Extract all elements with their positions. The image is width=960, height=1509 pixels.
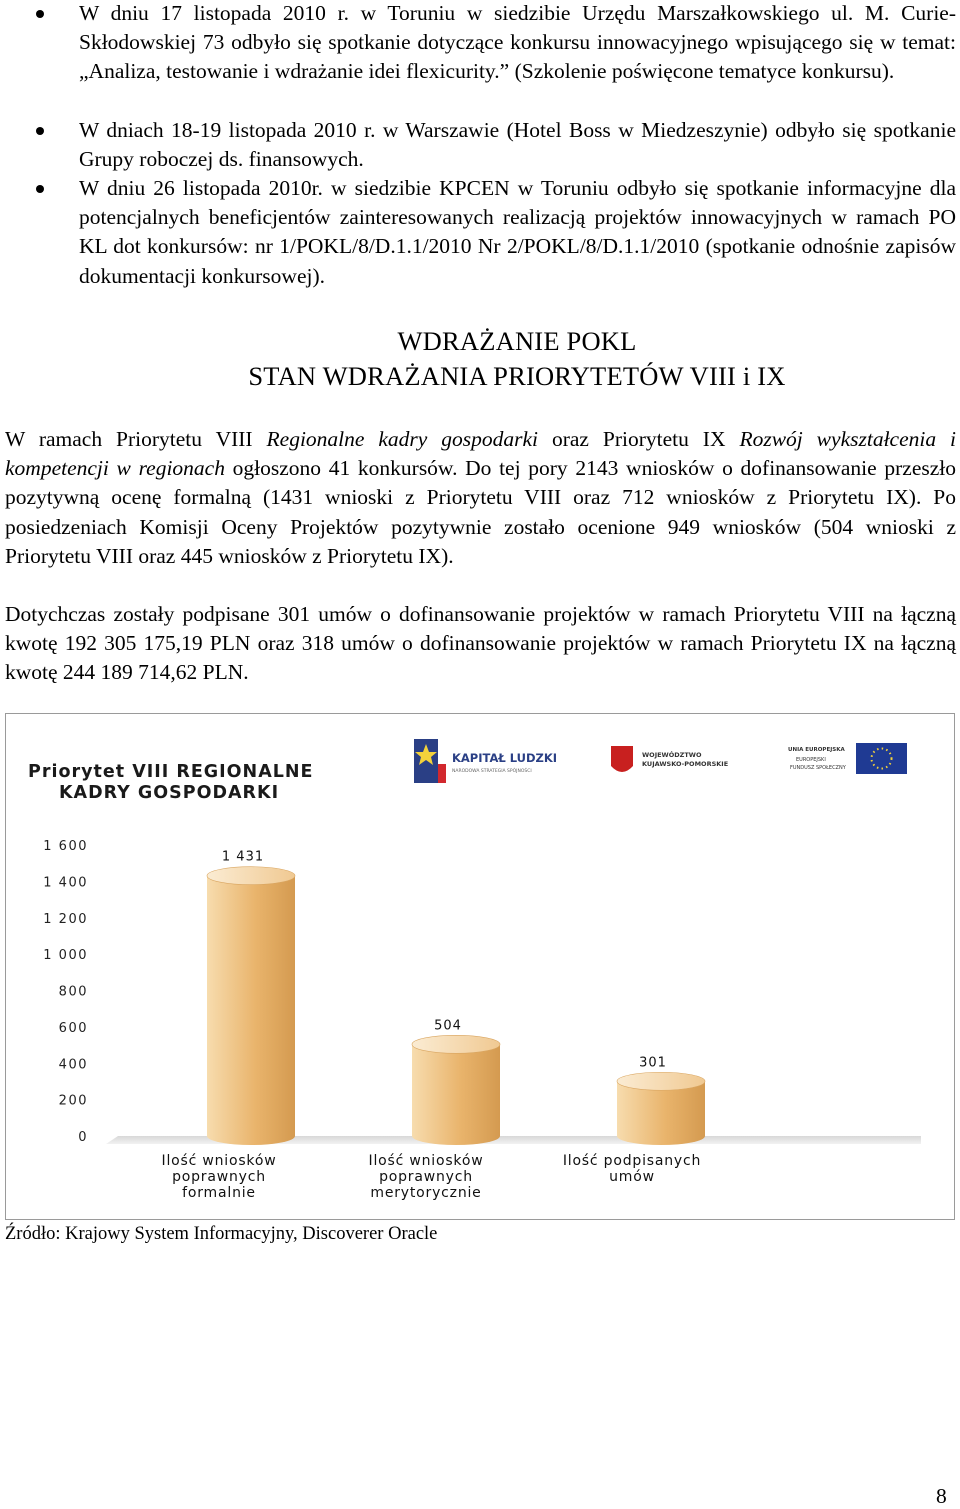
woj-logo-line1: WOJEWÓDZTWO [642,751,702,759]
y-tick-label: 1 400 [43,875,88,891]
y-tick-label: 1 200 [43,911,88,927]
section-heading-line2: STAN WDRAŻANIA PRIORYTETÓW VIII i IX [248,361,786,391]
y-tick-label: 1 000 [43,948,88,964]
bar [617,1081,705,1145]
paragraph-text: oraz Priorytetu IX [538,427,740,451]
priority-ix-name: Rozwój wykształcenia i kompetencji w regionach [5,427,957,481]
category-label: Ilość wniosków [161,1153,277,1169]
bullet-marker [36,10,44,18]
page-number: 8 [936,1484,947,1508]
kapital-logo-title: KAPITAŁ LUDZKI [452,751,558,765]
category-label: umów [609,1169,655,1185]
paragraph-text: ogłoszono 41 konkursów. Do tej pory 2143 wniosków o dofinansowanie przeszło pozytywną ocenę formalną (1431 wnioski z Priorytetu VIII oraz 712 wniosków z Priorytetu IX). Po posiedzeniach Komisji Oceny Projektów pozytywnie zostało ocenione 949 wniosków (504 wnioski z Priorytetu VIII oraz 445 wniosków z Priorytetu IX). [5,456,956,568]
kapital-logo-subtitle: NARODOWA STRATEGIA SPÓJNOŚCI [452,769,532,774]
bar-series [207,850,705,1145]
y-tick-label: 600 [58,1020,88,1036]
chart-title-line2: KADRY GOSPODARKI [59,783,280,803]
y-tick-label: 200 [58,1093,88,1109]
priority-viii-name: Regionalne kadry gospodarki [266,427,539,451]
kapital-ludzki-logo [414,739,557,783]
chart-title-line1: Priorytet VIII REGIONALNE [28,762,314,782]
bar-top [412,1035,500,1053]
category-label: formalnie [182,1185,256,1201]
bullet-item: W dniu 17 listopada 2010 r. w Toruniu w siedzibie Urzędu Marszałkowskiego ul. M. Curie-Skłodowskiej 73 odbyło się spotkanie dotyczące konkursu innowacyjnego wpisującego się w temat: „Analiza, testowanie i wdrażanie idei flexicurity.” (Szkolenie poświęcone tematyce konkursu). [79,1,956,84]
eu-logo-line1: UNIA EUROPEJSKA [788,747,845,753]
bullet-marker [36,127,44,135]
paragraph-contracts: Dotychczas zostały podpisane 301 umów o dofinansowanie projektów w ramach Priorytetu VIII na łączną kwotę 192 305 175,19 PLN oraz 318 umów o dofinansowanie projektów w ramach Priorytetu IX na łączną kwotę 244 189 714,62 PLN. [5,602,956,685]
bar [412,1044,500,1145]
eu-logo-line2: EUROPEJSKI [796,757,826,763]
paragraph-priorities [5,425,956,571]
category-label: poprawnych [379,1169,473,1185]
bullet-marker [36,185,44,193]
chart-svg [6,714,954,1219]
paragraph-text: W ramach Priorytetu VIII [5,427,267,451]
category-label: poprawnych [172,1169,266,1185]
section-heading-line1: WDRAŻANIE POKL [397,326,637,356]
source-note: Źródło: Krajowy System Informacyjny, Discoverer Oracle [5,1224,438,1244]
bar [207,876,295,1145]
eu-logo-line3: FUNDUSZ SPOŁECZNY [790,765,846,771]
bar-value-label: 504 [434,1018,462,1034]
category-label: merytorycznie [370,1185,482,1201]
bar-value-label: 301 [639,1055,667,1071]
category-label: Ilość podpisanych [562,1153,702,1169]
eu-flag-icon [856,743,907,774]
y-tick-label: 400 [58,1057,88,1073]
category-label: Ilość wniosków [368,1153,484,1169]
y-axis [43,839,88,1145]
kapital-logo-accent [438,764,446,783]
wojewodztwo-logo [611,746,728,772]
coat-of-arms-icon [611,746,633,772]
bullet-item: W dniu 26 listopada 2010r. w siedzibie KPCEN w Toruniu odbyło się spotkanie informacyjne dla potencjalnych beneficjentów zainteresowanych realizacją projektów innowacyjnych w ramach PO KL dot konkursów: nr 1/POKL/8/D.1.1/2010 Nr 2/POKL/8/D.1.1/2010 (spotkanie odnośnie zapisów dokumentacji konkursowej). [79,176,956,288]
bar-top [207,867,295,885]
bar-value-label: 1 431 [221,849,265,865]
y-tick-label: 1 600 [43,839,88,854]
y-tick-label: 800 [58,984,88,1000]
y-tick-label: 0 [78,1130,88,1145]
woj-logo-line2: KUJAWSKO-POMORSKIE [642,760,729,768]
eu-logo [788,743,907,774]
chart-figure [5,713,955,1220]
category-axis [162,1153,702,1201]
bullet-item: W dniach 18-19 listopada 2010 r. w Warszawie (Hotel Boss w Miedzeszynie) odbyło się spotkanie Grupy roboczej ds. finansowych. [79,118,956,172]
bar-top [617,1072,705,1090]
